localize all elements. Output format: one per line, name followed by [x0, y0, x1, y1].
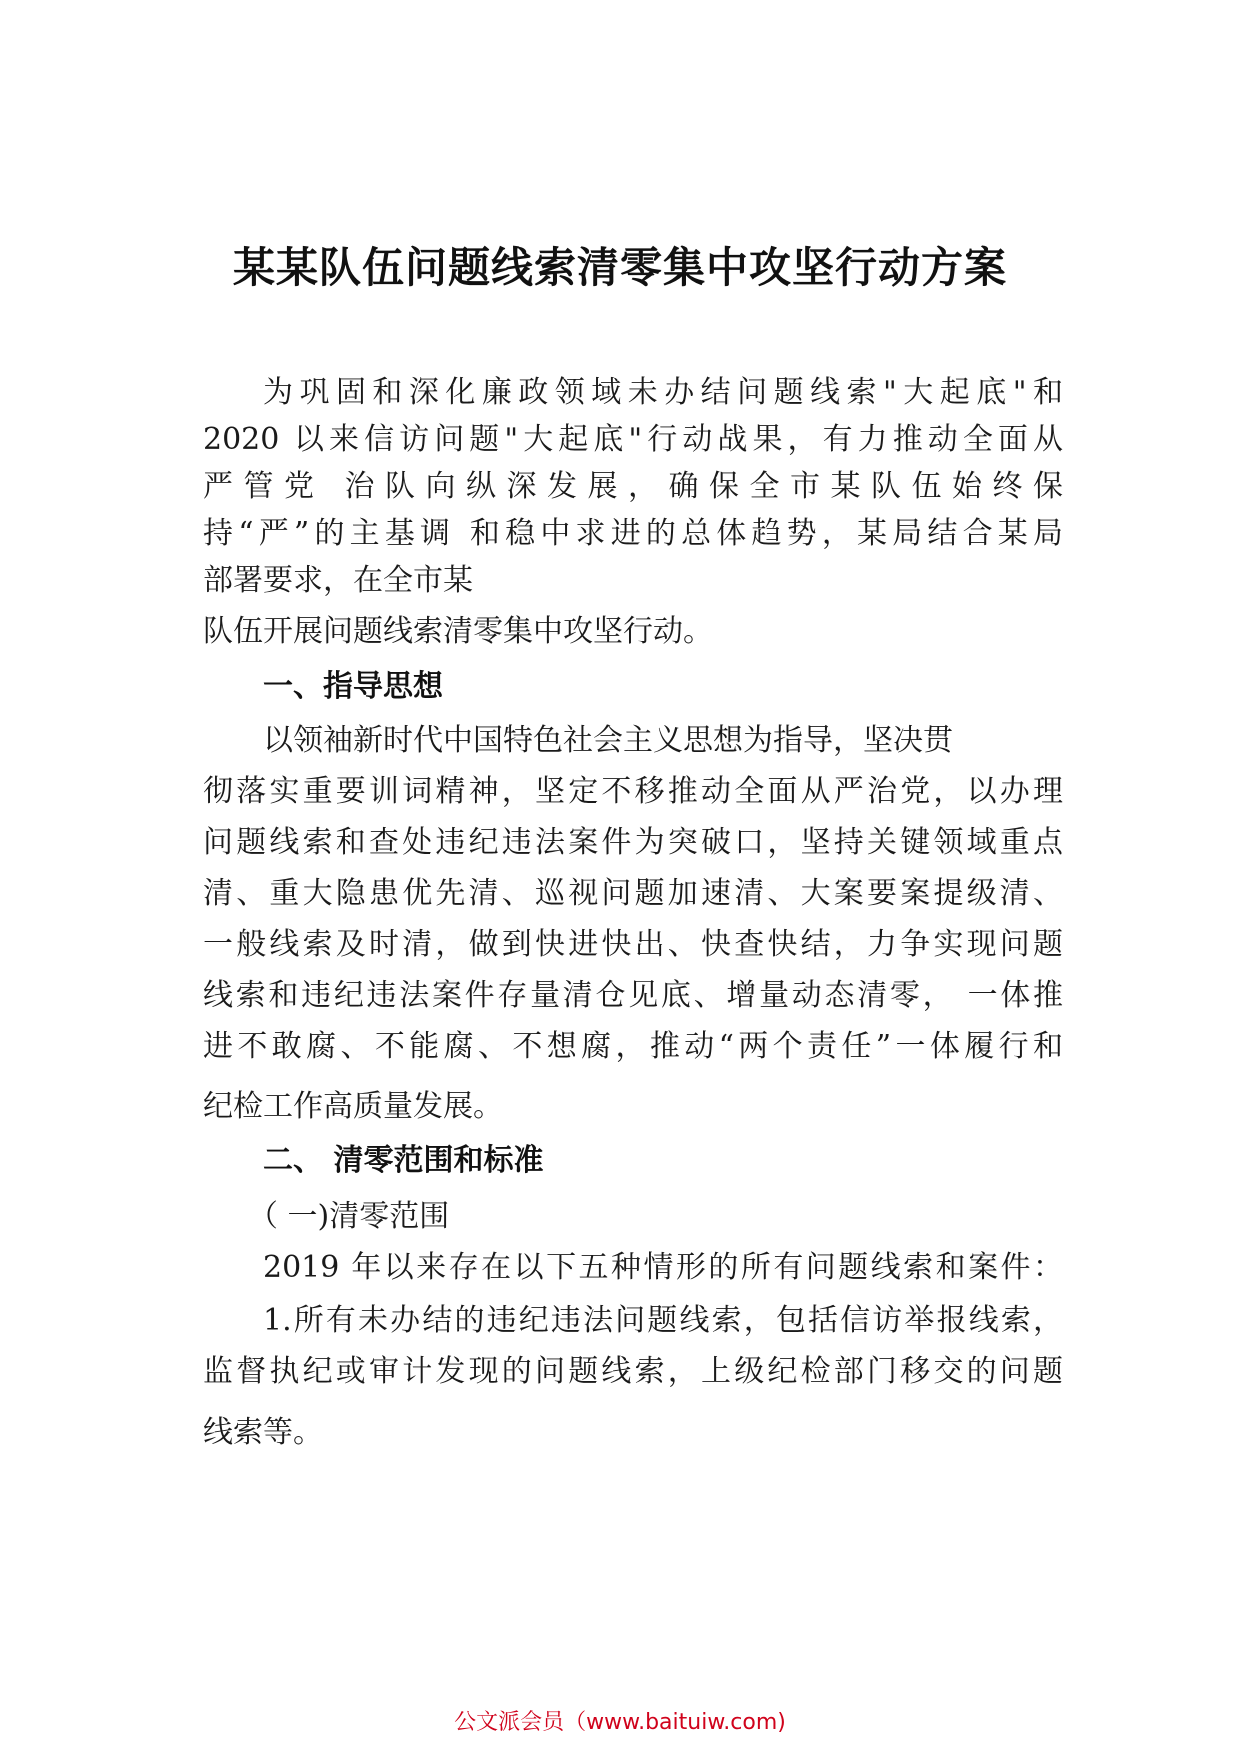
intro-line-5: 部署要求，在全市某 — [203, 563, 473, 598]
intro-line-6: 队伍开展问题线索清零集中攻坚行动。 — [203, 614, 713, 649]
item1-line-1: 1.所有未办结的违纪违法问题线索，包括信访举报线索， — [263, 1303, 1063, 1338]
section1-line-7: 进不敢腐、不能腐、不想腐，推动“两个责任”一体履行和 — [203, 1029, 1063, 1064]
intro-line-1: 为巩固和深化廉政领域未办结问题线索"大起底"和 — [263, 375, 1063, 410]
intro-line-4: 持“严”的主基调 和稳中求进的总体趋势，某局结合某局 — [203, 516, 1063, 551]
section-heading-guiding-thought: 一、指导思想 — [263, 669, 443, 704]
item1-line-2: 监督执纪或审计发现的问题线索，上级纪检部门移交的问题 — [203, 1354, 1063, 1389]
section-heading-scope-standards: 二、 清零范围和标准 — [263, 1143, 544, 1178]
section1-line-2: 彻落实重要训词精神，坚定不移推动全面从严治党，以办理 — [203, 774, 1063, 809]
section1-line-6: 线索和违纪违法案件存量清仓见底、增量动态清零， 一体推 — [203, 978, 1063, 1013]
item1-line-3: 线索等。 — [203, 1415, 323, 1450]
section1-line-3: 问题线索和查处违纪违法案件为突破口，坚持关键领域重点 — [203, 825, 1063, 860]
subsection-heading-scope: （ 一)清零范围 — [248, 1199, 450, 1234]
intro-line-2: 2020 以来信访问题"大起底"行动战果，有力推动全面从 — [203, 422, 1063, 457]
scope-intro: 2019 年以来存在以下五种情形的所有问题线索和案件： — [263, 1250, 1063, 1285]
intro-line-3: 严管党 治队向纵深发展，确保全市某队伍始终保 — [203, 469, 1063, 504]
section1-line-1: 以领袖新时代中国特色社会主义思想为指导，坚决贯 — [263, 723, 953, 758]
section1-line-8: 纪检工作高质量发展。 — [203, 1089, 503, 1124]
section1-line-5: 一般线索及时清，做到快进快出、快查快结，力争实现问题 — [203, 927, 1063, 962]
section1-line-4: 清、重大隐患优先清、巡视问题加速清、大案要案提级清、 — [203, 876, 1063, 911]
footer-watermark: 公文派会员（www.baituiw.com) — [454, 1710, 786, 1735]
document-title: 某某队伍问题线索清零集中攻坚行动方案 — [232, 243, 1007, 292]
